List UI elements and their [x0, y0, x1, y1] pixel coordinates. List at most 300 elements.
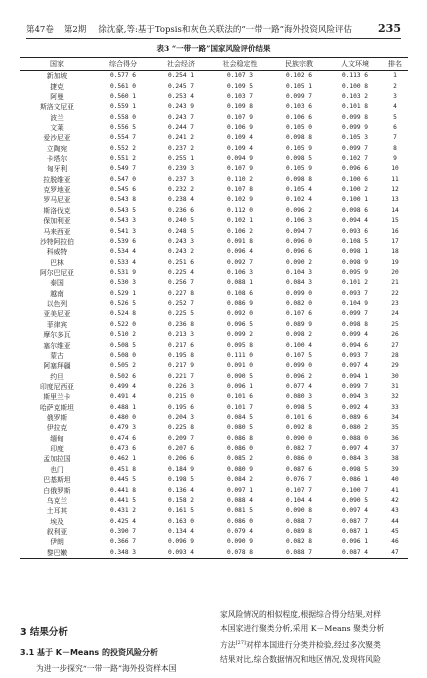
column-header-rank: 排名	[382, 58, 408, 71]
country-cell: 泰国	[50, 279, 64, 288]
rank-cell: 39	[391, 465, 399, 473]
country-cell: 土耳其	[46, 507, 68, 516]
social-stability-cell: 0.092 7	[226, 258, 254, 266]
country-cell: 保加利亚	[43, 217, 71, 226]
country-cell: 立陶宛	[46, 144, 68, 153]
country-cell: 俄罗斯	[46, 414, 68, 423]
socio-economic-cell: 0.161 5	[167, 507, 195, 515]
table-header-row	[20, 58, 408, 71]
humanities-cell: 0.101 8	[341, 103, 369, 111]
composite-score-cell: 0.491 4	[109, 393, 137, 401]
country-cell: 文莱	[50, 123, 64, 132]
risk-evaluation-table	[20, 57, 408, 559]
socio-economic-cell: 0.195 8	[167, 351, 195, 359]
humanities-cell: 0.096 1	[341, 538, 369, 546]
social-stability-cell: 0.107 9	[226, 113, 254, 121]
rank-cell: 31	[391, 382, 399, 390]
composite-score-cell: 0.502 6	[109, 372, 137, 380]
country-cell: 菲律宾	[46, 320, 68, 329]
table-row	[20, 309, 408, 319]
humanities-cell: 0.103 2	[341, 92, 369, 100]
table-row	[20, 144, 408, 154]
ethnic-religion-cell: 0.096 2	[285, 206, 313, 214]
column-header-social-stability: 社会稳定性	[210, 58, 270, 71]
table-row	[20, 247, 408, 257]
socio-economic-cell: 0.215 0	[167, 393, 195, 401]
humanities-cell: 0.097 4	[341, 362, 369, 370]
country-cell: 爱沙尼亚	[43, 134, 71, 143]
humanities-cell: 0.087 1	[341, 527, 369, 535]
social-stability-cell: 0.099 2	[226, 331, 254, 339]
humanities-cell: 0.093 7	[341, 351, 369, 359]
rank-cell: 42	[391, 496, 399, 504]
socio-economic-cell: 0.225 4	[167, 269, 195, 276]
ethnic-religion-cell: 0.096 0	[285, 237, 313, 245]
composite-score-cell: 0.488 1	[109, 403, 137, 411]
humanities-cell: 0.084 3	[341, 455, 369, 463]
left-column-text	[20, 624, 210, 676]
table-row	[20, 496, 408, 506]
humanities-cell: 0.098 5	[341, 465, 369, 473]
rank-cell: 20	[391, 269, 399, 276]
ethnic-religion-cell: 0.107 7	[285, 486, 313, 494]
social-stability-cell: 0.078 8	[210, 548, 270, 559]
table-row	[20, 92, 408, 102]
rank-cell: 25	[391, 320, 399, 328]
socio-economic-cell: 0.213 3	[167, 331, 195, 339]
table-row	[20, 371, 408, 381]
social-stability-cell: 0.106 9	[226, 123, 254, 131]
social-stability-cell: 0.106 3	[226, 269, 254, 276]
ethnic-religion-cell: 0.096 2	[285, 372, 313, 380]
socio-economic-cell: 0.232 2	[167, 186, 195, 194]
paragraph-line-with-citation	[220, 636, 410, 653]
composite-score-cell: 0.541 3	[109, 227, 137, 235]
socio-economic-cell: 0.227 8	[167, 289, 195, 297]
table-row	[20, 454, 408, 464]
country-cell: 亚美尼亚	[43, 310, 71, 319]
composite-score-cell: 0.577 6	[109, 72, 137, 80]
humanities-cell: 0.098 9	[341, 258, 369, 266]
table-row	[20, 382, 408, 392]
humanities-cell: 0.102 7	[341, 155, 369, 163]
table-row	[20, 112, 408, 122]
composite-score-cell: 0.441 5	[109, 496, 137, 504]
country-cell: 乌克兰	[46, 496, 68, 505]
social-stability-cell: 0.097 1	[226, 486, 254, 494]
country-cell: 伊拉克	[46, 424, 68, 433]
humanities-cell: 0.087 7	[341, 517, 369, 525]
table-row	[20, 403, 408, 413]
country-cell: 巴林	[50, 258, 64, 267]
country-cell: 阿尔巴尼亚	[40, 269, 74, 277]
rank-cell: 17	[391, 237, 399, 245]
socio-economic-cell: 0.093 4	[152, 548, 210, 559]
column-header-humanities: 人文环境	[328, 58, 382, 71]
ethnic-religion-cell: 0.089 9	[285, 320, 313, 328]
ethnic-religion-cell: 0.087 6	[285, 465, 313, 473]
paragraph-fragment: 方法	[220, 640, 236, 650]
country-cell: 黎巴嫩	[20, 548, 94, 559]
table-row	[20, 485, 408, 495]
ethnic-religion-cell: 0.094 7	[285, 227, 313, 235]
composite-score-cell: 0.530 3	[109, 279, 137, 287]
composite-score-cell: 0.462 1	[109, 455, 137, 463]
composite-score-cell: 0.533 4	[109, 258, 137, 266]
ethnic-religion-cell: 0.105 1	[285, 82, 313, 90]
rank-cell: 4	[393, 103, 397, 111]
rank-cell: 38	[391, 455, 399, 463]
humanities-cell: 0.090 5	[341, 496, 369, 504]
table-row	[20, 71, 408, 82]
composite-score-cell: 0.479 3	[109, 424, 137, 432]
social-stability-cell: 0.088 4	[226, 496, 254, 504]
table-row	[20, 123, 408, 133]
socio-economic-cell: 0.253 4	[167, 92, 195, 100]
paragraph-line: 家风险情况的相似程度,根据综合得分结果,对样	[220, 610, 381, 619]
rank-cell: 43	[391, 507, 399, 515]
rank-cell: 18	[391, 248, 399, 256]
socio-economic-cell: 0.207 6	[167, 445, 195, 453]
rank-cell: 36	[391, 434, 399, 442]
ethnic-religion-cell: 0.082 0	[285, 300, 313, 308]
citation-mark[interactable]: [27]	[235, 640, 246, 646]
rank-cell: 27	[391, 341, 399, 349]
socio-economic-cell: 0.237 2	[167, 144, 195, 152]
table-row	[20, 185, 408, 195]
ethnic-religion-cell: 0.082 8	[285, 538, 313, 546]
humanities-cell: 0.099 9	[341, 123, 369, 131]
socio-economic-cell: 0.248 5	[167, 227, 195, 235]
paragraph-line: 结果对比,综合数据情况和地区情况,发现将风险	[220, 654, 381, 664]
humanities-cell: 0.098 6	[341, 206, 369, 214]
column-header-socio-economic: 社会经济	[152, 58, 210, 71]
composite-score-cell: 0.473 6	[109, 445, 137, 453]
socio-economic-cell: 0.209 7	[167, 434, 195, 442]
social-stability-cell: 0.090 5	[226, 372, 254, 380]
table-row	[20, 175, 408, 185]
table-row	[20, 423, 408, 433]
composite-score-cell: 0.451 8	[109, 465, 137, 473]
humanities-cell: 0.093 7	[341, 289, 369, 297]
ethnic-religion-cell: 0.077 4	[285, 382, 313, 390]
ethnic-religion-cell: 0.099 0	[285, 289, 313, 297]
humanities-cell: 0.099 7	[341, 310, 369, 318]
composite-score-cell: 0.522 0	[109, 320, 137, 328]
rank-cell: 19	[391, 258, 399, 266]
social-stability-cell: 0.107 3	[226, 72, 254, 80]
humanities-cell: 0.094 6	[341, 341, 369, 349]
humanities-cell: 0.100 8	[341, 82, 369, 90]
country-cell: 蒙古	[50, 351, 64, 360]
composite-score-cell: 0.543 5	[109, 206, 137, 214]
composite-score-cell: 0.547 0	[109, 175, 137, 183]
humanities-cell: 0.100 6	[341, 175, 369, 183]
table-row	[20, 206, 408, 216]
rank-cell: 13	[391, 196, 399, 204]
country-cell: 匈牙利	[46, 165, 68, 174]
ethnic-religion-cell: 0.092 8	[285, 424, 313, 432]
composite-score-cell: 0.556 5	[109, 123, 137, 131]
ethnic-religion-cell: 0.101 6	[285, 414, 313, 422]
socio-economic-cell: 0.184 9	[167, 465, 195, 473]
rank-cell: 37	[391, 445, 399, 453]
socio-economic-cell: 0.217 6	[167, 341, 195, 349]
column-header-ethnic-religion: 民族宗教	[270, 58, 328, 71]
social-stability-cell: 0.103 7	[226, 92, 254, 100]
social-stability-cell: 0.084 2	[226, 476, 254, 484]
humanities-cell: 0.100 1	[341, 196, 369, 204]
composite-score-cell: 0.539 6	[109, 237, 137, 245]
country-cell: 沙特阿拉伯	[40, 237, 74, 246]
composite-score-cell: 0.524 8	[109, 310, 137, 318]
social-stability-cell: 0.096 5	[226, 320, 254, 328]
rank-cell: 32	[391, 393, 399, 401]
country-cell: 科威特	[46, 248, 68, 257]
socio-economic-cell: 0.236 6	[167, 206, 195, 214]
socio-economic-cell: 0.241 2	[167, 134, 195, 142]
composite-score-cell: 0.425 4	[109, 517, 137, 525]
socio-economic-cell: 0.245 7	[167, 82, 195, 90]
social-stability-cell: 0.107 9	[226, 165, 254, 173]
country-cell: 也门	[50, 465, 64, 474]
socio-economic-cell: 0.198 5	[167, 476, 195, 484]
humanities-cell: 0.097 4	[341, 507, 369, 515]
composite-score-cell: 0.431 2	[109, 507, 137, 515]
socio-economic-cell: 0.251 6	[167, 258, 195, 266]
composite-score-cell: 0.474 6	[109, 434, 137, 442]
social-stability-cell: 0.085 2	[226, 455, 254, 463]
composite-score-cell: 0.499 4	[109, 382, 137, 390]
ethnic-religion-cell: 0.105 9	[285, 144, 313, 152]
rank-cell: 3	[393, 92, 397, 100]
socio-economic-cell: 0.096 9	[167, 538, 195, 546]
ethnic-religion-cell: 0.098 8	[285, 175, 313, 183]
humanities-cell: 0.100 7	[341, 486, 369, 494]
table-row	[20, 226, 408, 236]
rank-cell: 2	[393, 82, 397, 90]
socio-economic-cell: 0.226 3	[167, 382, 195, 390]
composite-score-cell: 0.549 7	[109, 165, 137, 173]
social-stability-cell: 0.106 2	[226, 227, 254, 235]
table-row	[20, 164, 408, 174]
socio-economic-cell: 0.239 3	[167, 165, 195, 173]
ethnic-religion-cell: 0.088 7	[270, 548, 328, 559]
rank-cell: 30	[391, 372, 399, 380]
social-stability-cell: 0.088 1	[226, 279, 254, 287]
table-body	[20, 71, 408, 559]
country-cell: 埃及	[50, 517, 64, 526]
country-cell: 捷克	[50, 82, 64, 91]
running-title: 徐沈豪,等:基于Topsis和灰色关联法的“一带一路”海外投资风险评估	[98, 25, 353, 35]
humanities-cell: 0.105 3	[341, 134, 369, 142]
journal-volume: 第47卷	[26, 25, 54, 35]
country-cell: 阿塞拜疆	[43, 362, 71, 371]
table-row	[20, 289, 408, 299]
composite-score-cell: 0.526 5	[109, 300, 137, 308]
country-cell: 约旦	[50, 372, 64, 381]
rank-cell: 6	[393, 123, 397, 131]
ethnic-religion-cell: 0.103 6	[285, 103, 313, 111]
rank-cell: 47	[382, 548, 408, 559]
section-title: 3 结果分析	[20, 627, 68, 638]
composite-score-cell: 0.534 4	[109, 248, 137, 256]
country-cell: 越南	[50, 289, 64, 298]
composite-score-cell: 0.561 0	[109, 82, 137, 90]
country-cell: 以色列	[46, 300, 68, 309]
socio-economic-cell: 0.225 5	[167, 310, 195, 318]
composite-score-cell: 0.508 0	[109, 351, 137, 359]
composite-score-cell: 0.552 2	[109, 144, 137, 152]
rank-cell: 21	[391, 279, 399, 287]
subsection-title: 3.1 基于 K－Means 的投资风险分析	[20, 648, 158, 657]
socio-economic-cell: 0.237 3	[167, 175, 195, 183]
ethnic-religion-cell: 0.080 3	[285, 393, 313, 401]
humanities-cell: 0.099 7	[341, 144, 369, 152]
country-cell: 罗马尼亚	[43, 196, 71, 205]
table-row	[20, 537, 408, 547]
ethnic-religion-cell: 0.098 5	[285, 155, 313, 163]
ethnic-religion-cell: 0.090 2	[285, 258, 313, 266]
humanities-cell: 0.088 0	[341, 434, 369, 442]
composite-score-cell: 0.390 7	[109, 527, 137, 535]
social-stability-cell: 0.108 6	[226, 289, 254, 297]
table-row	[20, 102, 408, 112]
socio-economic-cell: 0.221 7	[167, 372, 195, 380]
social-stability-cell: 0.109 8	[226, 103, 254, 111]
country-cell: 卡塔尔	[46, 155, 68, 164]
socio-economic-cell: 0.256 7	[167, 279, 195, 287]
social-stability-cell: 0.096 4	[226, 248, 254, 256]
social-stability-cell: 0.102 1	[226, 217, 254, 225]
country-cell: 塞尔维亚	[43, 341, 71, 350]
table-row	[20, 320, 408, 330]
table-row	[20, 434, 408, 444]
rank-cell: 22	[391, 289, 399, 297]
rank-cell: 45	[391, 527, 399, 535]
rank-cell: 40	[391, 476, 399, 484]
ethnic-religion-cell: 0.098 8	[285, 134, 313, 142]
humanities-cell: 0.086 1	[341, 476, 369, 484]
social-stability-cell: 0.080 9	[226, 465, 254, 473]
humanities-cell: 0.089 6	[341, 414, 369, 422]
table-row	[20, 465, 408, 475]
table-row	[20, 527, 408, 537]
humanities-cell: 0.099 7	[341, 382, 369, 390]
composite-score-cell: 0.543 3	[109, 217, 137, 225]
socio-economic-cell: 0.158 2	[167, 496, 195, 504]
social-stability-cell: 0.084 5	[226, 414, 254, 422]
rank-cell: 33	[391, 403, 399, 411]
socio-economic-cell: 0.238 4	[167, 196, 195, 204]
ethnic-religion-cell: 0.104 4	[285, 496, 313, 504]
composite-score-cell: 0.545 6	[109, 186, 137, 194]
ethnic-religion-cell: 0.096 6	[285, 248, 313, 256]
humanities-cell: 0.098 8	[341, 320, 369, 328]
humanities-cell: 0.104 9	[341, 300, 369, 308]
paragraph-fragment: 对样本国进行分类并检验,经过多次聚类	[245, 640, 381, 650]
humanities-cell: 0.101 2	[341, 279, 369, 287]
table-row	[20, 237, 408, 247]
socio-economic-cell: 0.217 9	[167, 362, 195, 370]
table-row	[20, 516, 408, 526]
rank-cell: 15	[391, 217, 399, 225]
rank-cell: 11	[391, 175, 399, 183]
rank-cell: 12	[391, 186, 399, 194]
table-row	[20, 133, 408, 143]
composite-score-cell: 0.558 0	[109, 113, 137, 121]
rank-cell: 34	[391, 414, 399, 422]
social-stability-cell: 0.109 4	[226, 144, 254, 152]
humanities-cell: 0.108 5	[341, 237, 369, 245]
ethnic-religion-cell: 0.086 0	[285, 455, 313, 463]
country-cell: 新加坡	[46, 72, 68, 81]
ethnic-religion-cell: 0.107 6	[285, 310, 313, 318]
country-cell: 印度	[50, 445, 64, 454]
table-caption: 表3 “一带一路”国家风险评价结果	[156, 44, 271, 53]
socio-economic-cell: 0.225 8	[167, 424, 195, 432]
humanities-cell: 0.092 4	[341, 403, 369, 411]
country-cell: 缅甸	[50, 434, 64, 443]
table-row	[20, 340, 408, 350]
socio-economic-cell: 0.236 8	[167, 320, 195, 328]
social-stability-cell: 0.080 5	[226, 424, 254, 432]
social-stability-cell: 0.096 1	[226, 382, 254, 390]
humanities-cell: 0.094 4	[341, 217, 369, 225]
composite-score-cell: 0.510 2	[109, 331, 137, 339]
ethnic-religion-cell: 0.105 0	[285, 123, 313, 131]
social-stability-cell: 0.095 8	[226, 341, 254, 349]
rank-cell: 29	[391, 362, 399, 370]
table-row	[20, 330, 408, 340]
composite-score-cell: 0.505 2	[109, 362, 137, 370]
socio-economic-cell: 0.195 6	[167, 403, 195, 411]
table-row	[20, 195, 408, 205]
table-row	[20, 268, 408, 278]
table-row	[20, 444, 408, 454]
rank-cell: 9	[393, 155, 397, 163]
rank-cell: 26	[391, 331, 399, 339]
table-row	[20, 278, 408, 288]
humanities-cell: 0.113 6	[341, 72, 369, 80]
ethnic-religion-cell: 0.107 5	[285, 351, 313, 359]
table-row	[20, 299, 408, 309]
ethnic-religion-cell: 0.098 5	[285, 403, 313, 411]
country-cell: 斯里兰卡	[43, 393, 71, 402]
socio-economic-cell: 0.206 6	[167, 455, 195, 463]
ethnic-religion-cell: 0.082 7	[285, 445, 313, 453]
ethnic-religion-cell: 0.105 9	[285, 165, 313, 173]
social-stability-cell: 0.086 8	[226, 434, 254, 442]
humanities-cell: 0.097 4	[341, 445, 369, 453]
social-stability-cell: 0.112 0	[226, 206, 254, 214]
social-stability-cell: 0.086 9	[226, 300, 254, 308]
table-row	[20, 475, 408, 485]
social-stability-cell: 0.079 4	[226, 527, 254, 535]
socio-economic-cell: 0.244 7	[167, 123, 195, 131]
social-stability-cell: 0.081 5	[226, 507, 254, 515]
country-cell: 阿曼	[50, 92, 64, 101]
rank-cell: 16	[391, 227, 399, 235]
country-cell: 伊朗	[50, 538, 64, 547]
humanities-cell: 0.095 9	[341, 269, 369, 276]
rank-cell: 14	[391, 206, 399, 214]
table-row	[20, 361, 408, 371]
socio-economic-cell: 0.243 9	[167, 103, 195, 111]
ethnic-religion-cell: 0.102 4	[285, 196, 313, 204]
column-header-composite-score: 综合得分	[94, 58, 152, 71]
rank-cell: 7	[393, 134, 397, 142]
